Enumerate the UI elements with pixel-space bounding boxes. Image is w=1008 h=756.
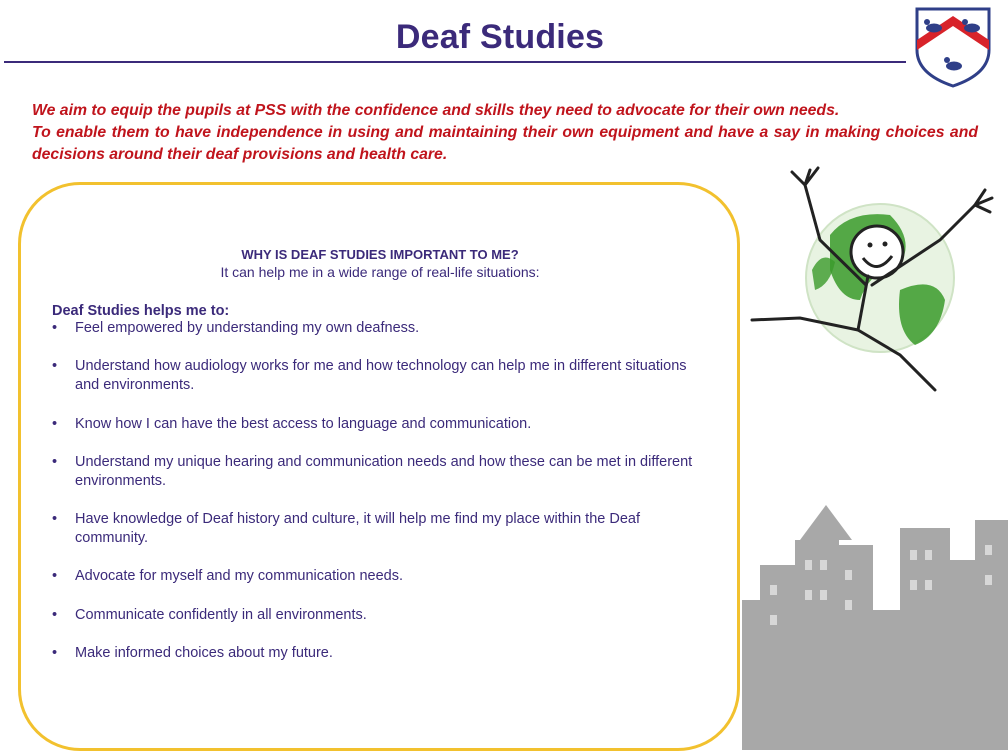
intro-line-1: We aim to equip the pupils at PSS with the confidence and skills they need to advocate for their own needs.: [32, 102, 840, 119]
list-item: [52, 453, 712, 491]
bullet-icon: •: [52, 453, 58, 470]
bullet-icon: •: [52, 511, 58, 528]
intro-statement: [32, 100, 978, 166]
bullet-icon: •: [52, 358, 58, 375]
list-item-text: Know how I can have the best access to language and communication.: [75, 415, 532, 432]
list-item: [52, 319, 712, 338]
panel-heading: WHY IS DEAF STUDIES IMPORTANT TO ME?: [241, 247, 519, 262]
list-item-text: Understand my unique hearing and communication needs and how these can be met in different environments.: [75, 453, 693, 489]
list-item-text: Feel empowered by understanding my own deafness.: [75, 320, 420, 336]
benefit-list: [52, 319, 712, 682]
list-item: [52, 567, 712, 586]
bullet-icon: •: [52, 320, 58, 336]
page-title: Deaf Studies: [395, 18, 605, 56]
list-item: [52, 606, 712, 625]
list-item: [52, 415, 712, 434]
list-item-text: Understand how audiology works for me and how technology can help me in different situations and environments.: [75, 358, 687, 394]
school-crest-icon: [912, 4, 994, 88]
list-item: [52, 357, 712, 395]
list-item-text: Make informed choices about my future.: [75, 645, 333, 662]
jumping-stickman-globe-illustration: [752, 168, 992, 390]
panel-subheading: It can help me in a wide range of real-life situations:: [220, 264, 540, 280]
city-skyline-illustration: [742, 505, 1008, 750]
bullet-icon: •: [52, 415, 58, 432]
bullet-list-lead: Deaf Studies helps me to:: [52, 303, 230, 319]
list-item: [52, 644, 712, 663]
list-item-text: Have knowledge of Deaf history and culture, it will help me find my place within the Deaf community.: [75, 511, 640, 547]
list-item: [52, 510, 712, 548]
list-item-text: Advocate for myself and my communication needs.: [75, 568, 404, 585]
bullet-icon: •: [52, 645, 58, 662]
bullet-icon: •: [52, 606, 58, 623]
bullet-icon: •: [52, 568, 58, 585]
intro-line-2: To enable them to have independence in using and maintaining their own equipment and have a say in making choices and decisions around their deaf provisions and health care.: [32, 124, 978, 163]
list-item-text: Communicate confidently in all environments.: [75, 606, 367, 623]
title-divider: [4, 61, 906, 63]
